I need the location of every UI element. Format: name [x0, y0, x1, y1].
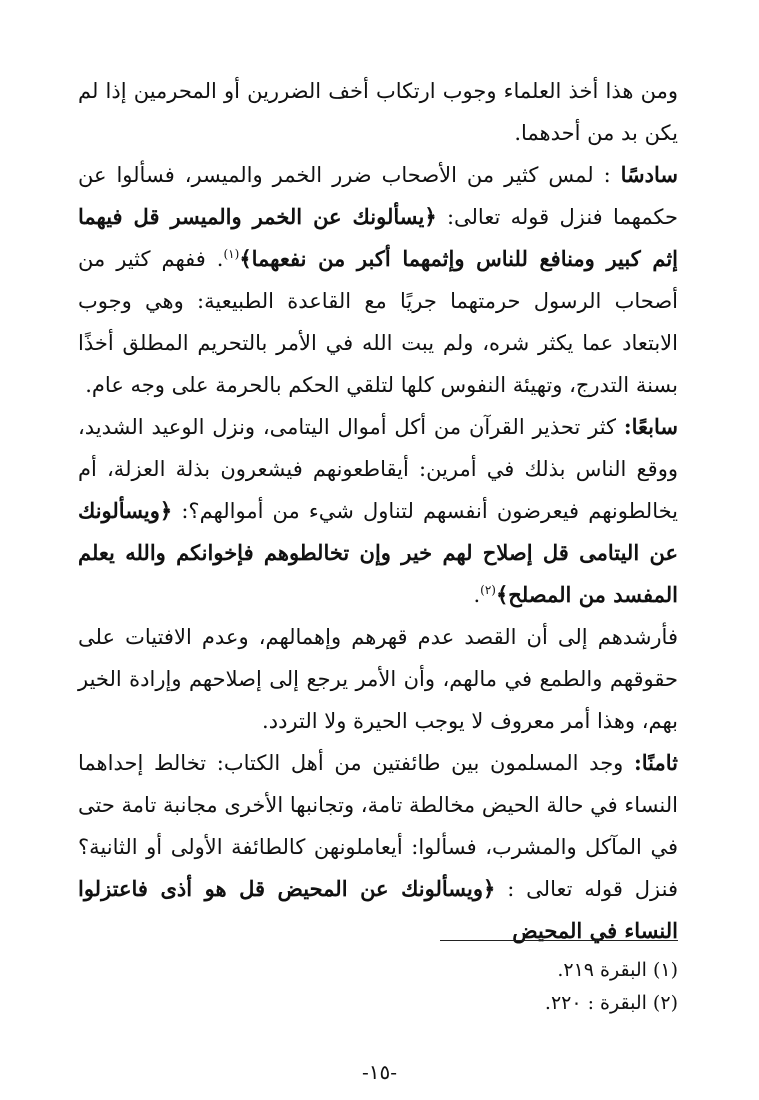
- paragraph-text: وجد المسلمون بين طائفتين من أهل الكتاب: تخالط إحداهما النساء في حالة الحيض مخالطة تامة، وتجانبها الأخرى مجانبة تامة حتى في المآكل والمشرب، فسألوا: أيعاملونهن كالطائفة الأولى أو الثانية؟ فنزل قوله تعالى :: [78, 751, 678, 901]
- paragraph-sixth: [78, 154, 678, 406]
- paragraph-text: فأرشدهم إلى أن القصد عدم قهرهم وإهمالهم، وعدم الافتيات على حقوقهم والطمع في مالهم، وأن الأمر يرجع إلى إصلاحهم وإرادة الخير بهم، وهذا أمر معروف لا يوجب الحيرة ولا التردد.: [78, 625, 678, 733]
- section-heading-seventh: سابعًا:: [623, 414, 678, 439]
- footnote-ref-2: (٢): [480, 583, 496, 597]
- quran-quote: ﴿ويسألونك عن اليتامى قل إصلاح لهم خير وإن تخالطوهم فإخوانكم والله يعلم المفسد من المصلح﴾: [78, 498, 678, 607]
- footnote-2: (٢) البقرة : ٢٢٠.: [544, 992, 678, 1014]
- quran-quote: ﴿ويسألونك عن المحيض قل هو أذى فاعتزلوا النساء في المحيض: [78, 876, 678, 943]
- paragraph-1: [78, 70, 678, 154]
- section-heading-eighth: ثامنًا:: [634, 750, 678, 775]
- quran-quote: ﴿يسألونك عن الخمر والميسر قل فيهما إثم كبير ومنافع للناس وإثمهما أكبر من نفعهما﴾: [78, 204, 678, 271]
- main-text: [78, 70, 678, 952]
- footnote-ref-1: (١): [223, 247, 240, 261]
- paragraph-text: كثر تحذير القرآن من أكل أموال اليتامى، ونزل الوعيد الشديد، ووقع الناس بذلك في أمرين: أيقاطعونهم فيشعرون بذلة العزلة، أم يخالطونهم فيعرضون أنفسهم لتناول شيء من أموالهم؟:: [78, 415, 678, 523]
- paragraph-1-text: ومن هذا أخذ العلماء وجوب ارتكاب أخف الضررين أو المحرمين إذا لم يكن بد من أحدهما.: [78, 79, 678, 145]
- page-number: -١٥-: [361, 1060, 397, 1084]
- paragraph-eighth: [78, 742, 678, 952]
- paragraph-text: . ففهم كثير من أصحاب الرسول حرمتهما جريًا مع القاعدة الطبيعية: وهي وجوب الابتعاد عما يكثر شره، ولم يبت الله في الأمر بالتحريم المطلق أخذًا بسنة التدرج، وتهيئة النفوس كلها لتلقي الحكم بالحرمة على وجه عام.: [78, 247, 678, 397]
- footnote-1: (١) البقرة ٢١٩.: [557, 959, 678, 981]
- footnote-divider: [440, 940, 678, 941]
- paragraph-text: .: [473, 583, 481, 607]
- footnotes: [78, 954, 678, 1020]
- paragraph-seventh: [78, 406, 678, 616]
- paragraph-text: : لمس كثير من الأصحاب ضرر الخمر والميسر، فسألوا عن حكمهما فنزل قوله تعالى:: [78, 163, 678, 229]
- paragraph-guidance: [78, 616, 678, 742]
- section-heading-sixth: سادسًا: [620, 162, 678, 187]
